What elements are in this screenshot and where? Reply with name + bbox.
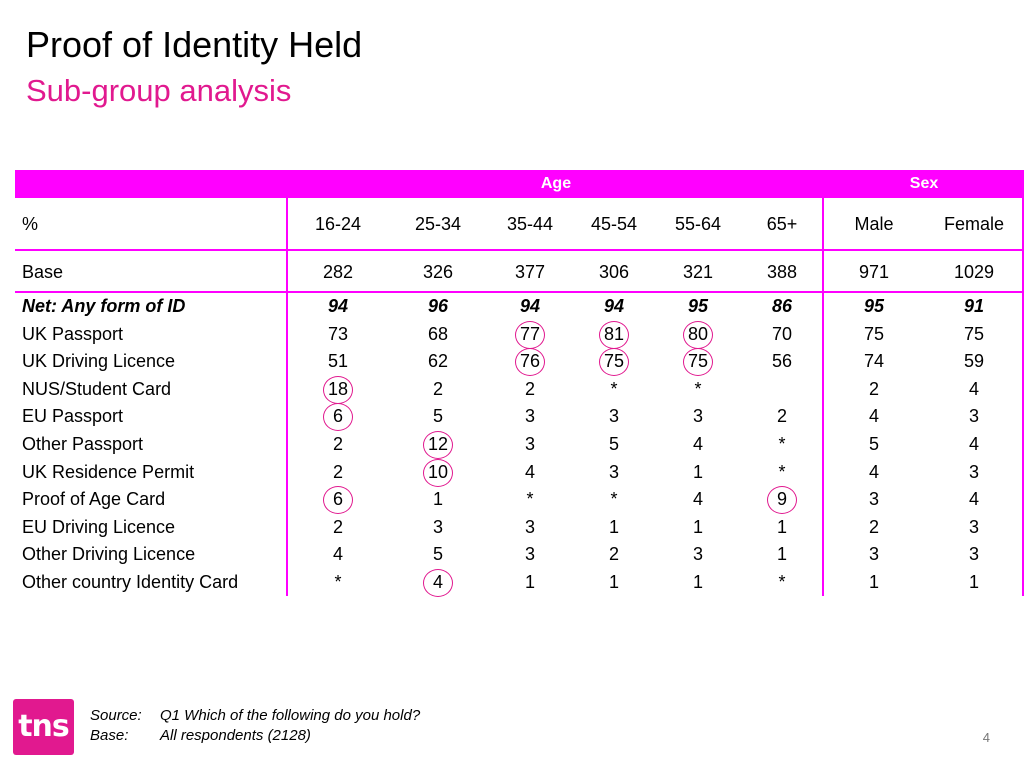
page-number: 4 <box>982 730 990 745</box>
row-label: UK Passport <box>22 323 124 344</box>
table-cell: 91 <box>963 296 985 316</box>
table-cell: 2 <box>332 434 343 454</box>
table-cell: 3 <box>968 461 979 482</box>
table-cell: * <box>778 572 786 592</box>
table-cell: * <box>610 378 618 399</box>
table-cell: 68 <box>427 323 449 344</box>
table-cell: 1 <box>432 489 443 510</box>
table-cell: 5 <box>432 406 443 427</box>
table-cell: 3 <box>868 544 879 565</box>
table-cell: 2 <box>432 378 443 399</box>
table-cell: 3 <box>692 406 703 427</box>
table-cell: 76 <box>519 351 541 372</box>
column-header: 55-64 <box>674 214 722 234</box>
table-cell: * <box>778 434 786 454</box>
table-row <box>0 403 1024 430</box>
table-cell: 1 <box>608 516 619 537</box>
table-cell: 3 <box>608 461 619 482</box>
table-cell: 94 <box>327 296 349 316</box>
table-cell <box>736 376 828 403</box>
table-cell: 4 <box>868 406 879 427</box>
row-label: Other country Identity Card <box>22 572 239 592</box>
table-row <box>0 293 1024 320</box>
table-cell: 70 <box>771 323 793 344</box>
row-label: NUS/Student Card <box>22 378 172 399</box>
table-row <box>0 348 1024 375</box>
column-header: 16-24 <box>314 214 362 234</box>
table-cell: 18 <box>327 378 349 399</box>
column-header: 45-54 <box>590 214 638 234</box>
table-cell: 1 <box>868 572 879 592</box>
table-cell: 4 <box>968 489 979 510</box>
table-cell: 6 <box>332 406 343 427</box>
table-cell: * <box>778 461 786 482</box>
table-cell: 4 <box>868 461 879 482</box>
sex-group-header: Sex <box>909 175 939 192</box>
column-header: Female <box>943 214 1005 234</box>
tns-logo <box>13 699 74 755</box>
table-row <box>0 459 1024 486</box>
table-cell: 4 <box>692 489 703 510</box>
table-cell: * <box>694 378 702 399</box>
base-value: 377 <box>514 262 546 282</box>
header-divider <box>15 249 1024 251</box>
table-cell: * <box>334 572 342 592</box>
column-header: 35-44 <box>506 214 554 234</box>
percent-label: % <box>22 214 39 234</box>
table-cell: 6 <box>332 489 343 510</box>
table-cell: 77 <box>519 323 541 344</box>
table-cell: 75 <box>687 351 709 372</box>
base-note-label: Base: <box>90 727 129 744</box>
age-group-header: Age <box>540 175 572 192</box>
row-label: UK Residence Permit <box>22 461 195 482</box>
table-cell: 4 <box>968 434 979 454</box>
table-cell: 4 <box>524 461 535 482</box>
source-text: Q1 Which of the following do you hold? <box>160 707 421 724</box>
column-header: Male <box>854 214 894 234</box>
table-cell: 2 <box>868 516 879 537</box>
table-row <box>0 514 1024 541</box>
table-cell: 2 <box>524 378 535 399</box>
table-cell: 73 <box>327 323 349 344</box>
table-cell: 75 <box>963 323 985 344</box>
table-cell: 75 <box>863 323 885 344</box>
table-cell: * <box>610 489 618 510</box>
table-cell: 1 <box>692 572 703 592</box>
table-row <box>0 541 1024 568</box>
table-cell: 2 <box>332 516 343 537</box>
table-cell: 5 <box>432 544 443 565</box>
base-value: 282 <box>322 262 354 282</box>
table-cell: 1 <box>608 572 619 592</box>
table-cell: 94 <box>519 296 541 316</box>
base-note-text: All respondents (2128) <box>160 727 311 744</box>
table-cell: 12 <box>427 434 449 454</box>
page-subtitle: Sub-group analysis <box>26 73 292 108</box>
source-label: Source: <box>90 707 142 724</box>
table-row <box>0 431 1024 458</box>
row-label: Other Driving Licence <box>22 544 196 565</box>
table-cell: 10 <box>427 461 449 482</box>
table-cell: 62 <box>427 351 449 372</box>
table-cell: 3 <box>692 544 703 565</box>
page-title: Proof of Identity Held <box>26 24 363 65</box>
base-value: 1029 <box>953 262 995 282</box>
table-cell: 5 <box>608 434 619 454</box>
table-cell: 4 <box>332 544 343 565</box>
table-cell: 4 <box>692 434 703 454</box>
table-cell: 4 <box>432 572 443 592</box>
table-cell: 3 <box>968 516 979 537</box>
table-cell: 2 <box>868 378 879 399</box>
base-label: Base <box>22 262 64 282</box>
table-cell: 1 <box>692 461 703 482</box>
table-cell: 1 <box>776 544 787 565</box>
table-cell: 1 <box>776 516 787 537</box>
table-cell: 94 <box>603 296 625 316</box>
table-cell: 3 <box>524 516 535 537</box>
row-label: Other Passport <box>22 434 144 454</box>
table-cell: 3 <box>524 434 535 454</box>
table-cell: 9 <box>776 489 787 510</box>
table-cell: 2 <box>776 406 787 427</box>
row-label: EU Driving Licence <box>22 516 176 537</box>
table-cell: 81 <box>603 323 625 344</box>
table-cell: 86 <box>771 296 793 316</box>
table-cell: 3 <box>432 516 443 537</box>
table-cell: 3 <box>968 544 979 565</box>
logo-text: tns <box>18 709 69 744</box>
table-cell: 1 <box>692 516 703 537</box>
table-cell: 1 <box>524 572 535 592</box>
table-cell: 3 <box>968 406 979 427</box>
table-cell: 3 <box>868 489 879 510</box>
row-label: EU Passport <box>22 406 124 427</box>
base-value: 306 <box>598 262 630 282</box>
table-cell: * <box>526 489 534 510</box>
base-value: 321 <box>682 262 714 282</box>
table-cell: 3 <box>524 406 535 427</box>
table-cell: 2 <box>332 461 343 482</box>
row-label: Proof of Age Card <box>22 489 166 510</box>
table-cell: 56 <box>771 351 793 372</box>
table-row <box>0 376 1024 403</box>
row-label: UK Driving Licence <box>22 351 176 372</box>
base-row <box>0 259 1024 286</box>
table-cell: 59 <box>963 351 985 372</box>
table-cell: 95 <box>863 296 885 316</box>
row-label: Net: Any form of ID <box>22 296 186 316</box>
table-cell: 51 <box>327 351 349 372</box>
table-cell: 4 <box>968 378 979 399</box>
table-cell: 75 <box>603 351 625 372</box>
table-cell: 80 <box>687 323 709 344</box>
table-row <box>0 569 1024 596</box>
table-cell: 74 <box>863 351 885 372</box>
table-cell: 5 <box>868 434 879 454</box>
table-cell: 95 <box>687 296 709 316</box>
base-value: 971 <box>858 262 890 282</box>
table-cell: 3 <box>524 544 535 565</box>
table-cell: 1 <box>968 572 979 592</box>
base-value: 388 <box>766 262 798 282</box>
table-row <box>0 486 1024 513</box>
column-header-row <box>0 211 1024 238</box>
table-row <box>0 321 1024 348</box>
column-header: 65+ <box>766 214 798 234</box>
table-cell: 2 <box>608 544 619 565</box>
base-value: 326 <box>422 262 454 282</box>
table-cell: 96 <box>427 296 449 316</box>
table-cell: 3 <box>608 406 619 427</box>
column-header: 25-34 <box>414 214 462 234</box>
